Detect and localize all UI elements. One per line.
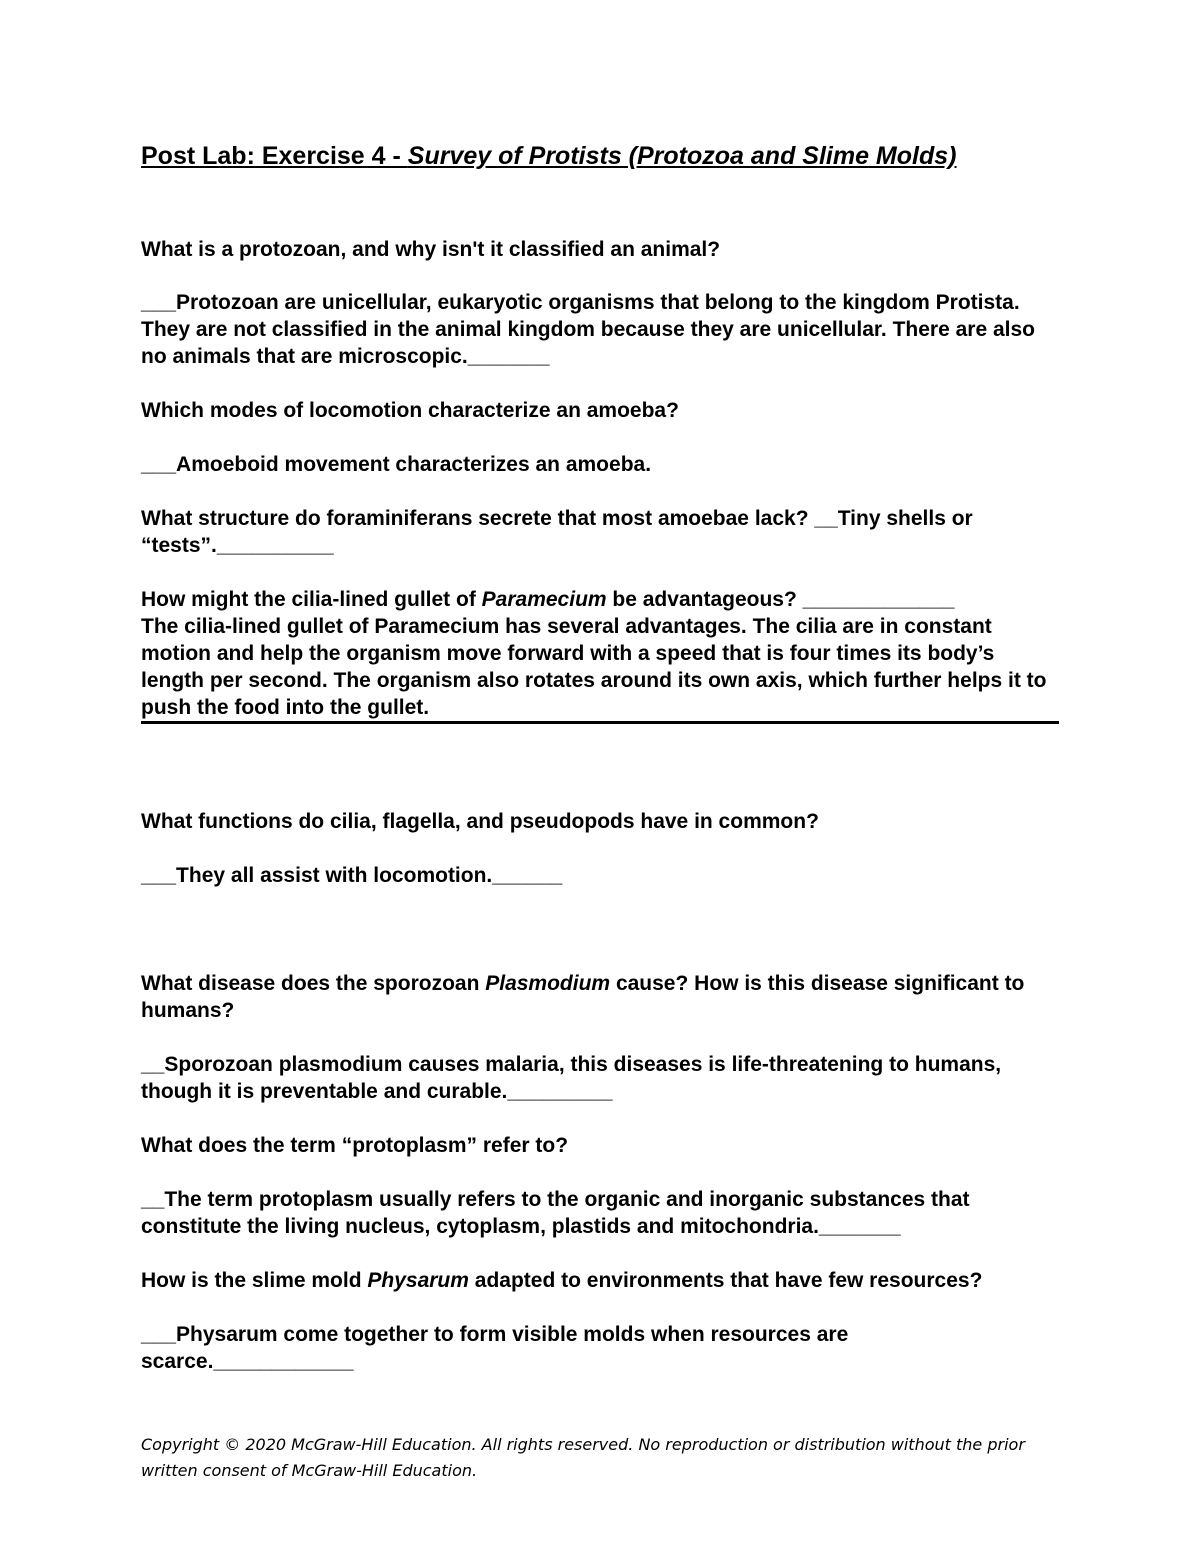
copyright-footer: Copyright © 2020 McGraw-Hill Education. All rights reserved. No reproduction or distribution without the prior written consent of McGraw-Hill Education. (141, 1435, 1025, 1480)
answer-2: ___Amoeboid movement characterizes an amoeba. (141, 453, 652, 476)
question-6 (141, 970, 1061, 1024)
document-page (141, 138, 1061, 1375)
answer-4-underline (141, 721, 1059, 724)
question-8-post: adapted to environments that have few resources? (468, 1269, 983, 1292)
question-8 (141, 1267, 1061, 1294)
question-6-post: cause? How is this disease significant to humans? (141, 972, 1025, 1022)
answer-7: __The term protoplasm usually refers to the organic and inorganic substances that constitute the living nucleus, cytoplasm, plastids and mitochondria._______ (141, 1188, 970, 1238)
answer-5: ___They all assist with locomotion.______ (141, 864, 563, 887)
question-6-italic: Plasmodium (485, 972, 611, 995)
title-italic: Survey of Protists (Protozoa and Slime Molds) (407, 142, 957, 170)
question-4-italic: Paramecium (481, 588, 607, 611)
question-4-post: be advantageous? _____________ (606, 588, 955, 611)
title-prefix: Post Lab: Exercise 4 - (141, 142, 408, 170)
question-8-pre: How is the slime mold (141, 1269, 368, 1292)
question-answer-3: What structure do foraminiferans secrete that most amoebae lack? __Tiny shells or “tests”.__________ (141, 507, 973, 557)
answer-1: ___Protozoan are unicellular, eukaryotic organisms that belong to the kingdom Protista. They are not classified in the animal kingdom because they are unicellular. There are also no animals that are microscopic._______ (141, 291, 1035, 368)
question-2: Which modes of locomotion characterize an amoeba? (141, 399, 679, 422)
question-7: What does the term “protoplasm” refer to? (141, 1134, 569, 1157)
answer-6: __Sporozoan plasmodium causes malaria, this diseases is life-threatening to humans, though it is preventable and curable._________ (141, 1053, 1002, 1103)
question-5: What functions do cilia, flagella, and pseudopods have in common? (141, 810, 819, 833)
answer-8: ___Physarum come together to form visible molds when resources are scarce.____________ (141, 1323, 849, 1373)
page-title (141, 138, 1061, 174)
question-1: What is a protozoan, and why isn't it classified an animal? (141, 238, 721, 261)
question-8-italic: Physarum (367, 1269, 469, 1292)
question-4 (141, 586, 1061, 613)
question-6-pre: What disease does the sporozoan (141, 972, 486, 995)
answer-4: The cilia-lined gullet of Paramecium has several advantages. The cilia are in constant motion and help the organism move forward with a speed that is four times its body’s length per second. The organism also rotates around its own axis, which further helps it to push the food into the gullet. (141, 615, 1047, 719)
question-4-pre: How might the cilia-lined gullet of (141, 588, 482, 611)
